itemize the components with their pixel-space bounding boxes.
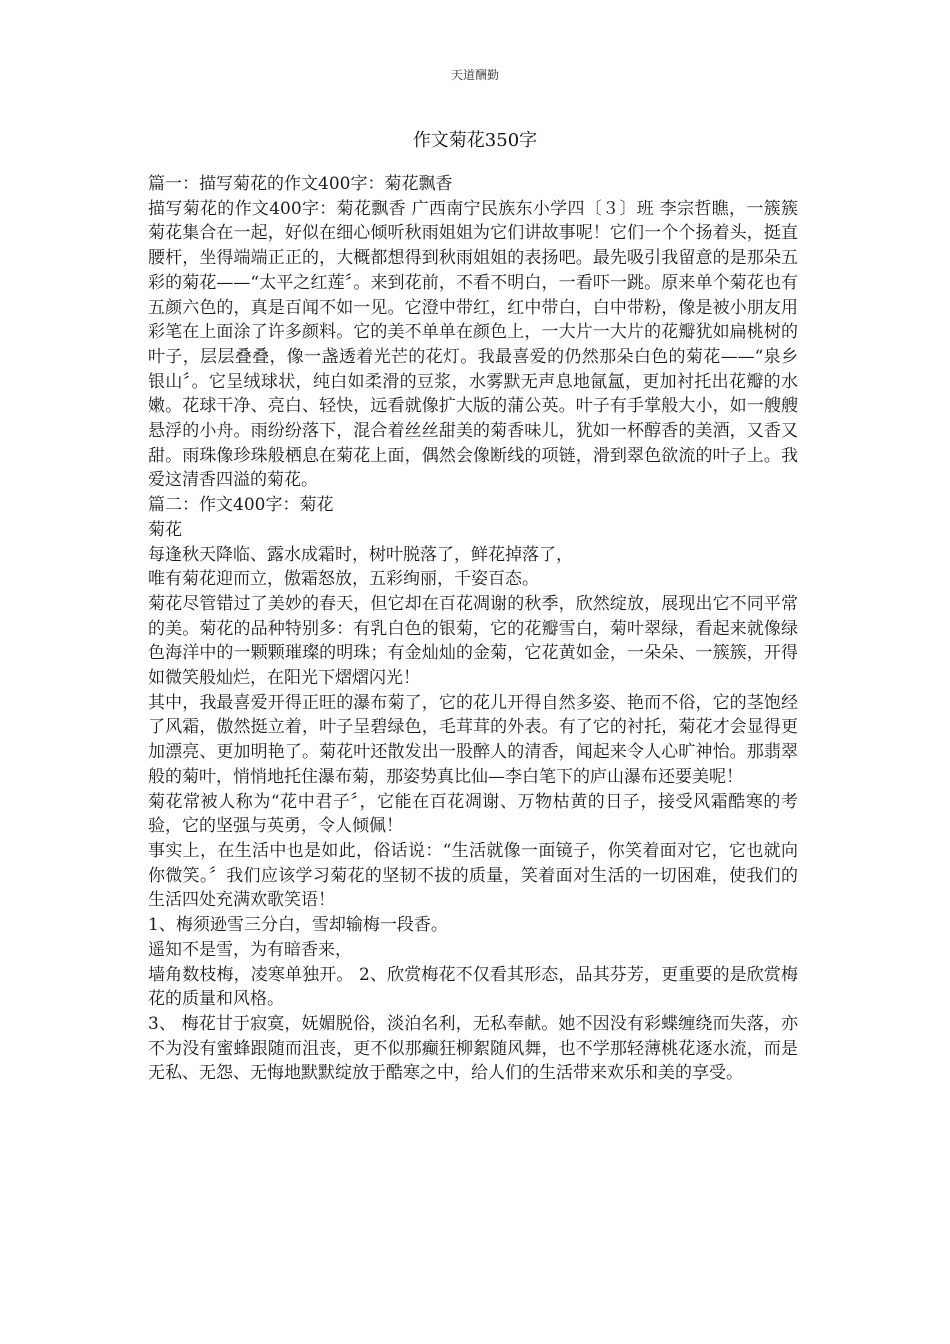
document-body xyxy=(148,172,798,1086)
paragraph: 菊花尽管错过了美妙的春天，但它却在百花凋谢的秋季，欣然绽放，展现出它不同平常的美。菊花的品种特别多：有乳白色的银菊，它的花瓣雪白，菊叶翠绿，看起来就像绿色海洋中的一颗颗璀璨的明珠；有金灿灿的金菊，它花黄如金，一朵朵、一簇簇，开得如微笑般灿烂，在阳光下熠熠闪光！ xyxy=(148,593,798,689)
paragraph: 每逢秋天降临、露水成霜时，树叶脱落了，鲜花掉落了， xyxy=(148,544,573,565)
paragraph: 墙角数枝梅，凌寒单独开。 2、欣赏梅花不仅看其形态，品其芬芳，更重要的是欣赏梅花的质量和风格。 xyxy=(148,964,798,1010)
section-heading-2: 篇二：作文400字：菊花 xyxy=(148,495,334,516)
paragraph: 描写菊花的作文400字：菊花飘香 广西南宁民族东小学四〔３〕班 李宗哲瞧，一簇簇菊花集合在一起，好似在细心倾听秋雨姐姐为它们讲故事呢！它们一个个扬着头，挺直腰杆，坐得端端正正的，大概都想得到秋雨姐姐的表扬吧。最先吸引我留意的是那朵五彩的菊花——“太平之红莲〞。来到花前，不看不明白，一看吓一跳。原来单个菊花也有五颜六色的，真是百闻不如一见。它澄中带红，红中带白，白中带粉，像是被小朋友用彩笔在上面涂了许多颜料。它的美不单单在颜色上，一大片一大片的花瓣犹如扁桃树的叶子，层层叠叠，像一盏透着光芒的花灯。我最喜爱的仍然那朵白色的菊花——“泉乡银山〞。它呈绒球状，纯白如柔滑的豆浆，水雾默无声息地氤氲，更加衬托出花瓣的水嫩。花球干净、亮白、轻快，远看就像扩大版的蒲公英。叶子有手掌般大小，如一艘艘悬浮的小舟。雨纷纷落下，混合着丝丝甜美的菊香味儿，犹如一杯醇香的美酒，又香又甜。雨珠像珍珠般栖息在菊花上面，偶然会像断线的项链，滑到翠色欲流的叶子上。我爱这清香四溢的菊花。 xyxy=(148,198,798,491)
paragraph: 事实上，在生活中也是如此，俗话说：“生活就像一面镜子，你笑着面对它，它也就向你微笑。〞我们应该学习菊花的坚韧不拔的质量，笑着面对生活的一切困难，使我们的生活四处充满欢歌笑语！ xyxy=(148,840,798,911)
paragraph: 菊花常被人称为“花中君子〞，它能在百花凋谢、万物枯黄的日子，接受风霜酷寒的考验，它的坚强与英勇，令人倾佩！ xyxy=(148,791,798,837)
paragraph: 1、梅须逊雪三分白，雪却输梅一段香。 xyxy=(148,915,448,936)
essay-title: 菊花 xyxy=(148,519,182,540)
section-heading-1: 篇一：描写菊花的作文400字：菊花飘香 xyxy=(148,174,453,194)
paragraph: 遥知不是雪，为有暗香来， xyxy=(148,939,352,960)
document-title: 作文菊花350字 xyxy=(412,130,538,151)
paragraph: 其中，我最喜爱开得正旺的瀑布菊了，它的花儿开得自然多姿、艳而不俗，它的茎饱经了风霜，傲然挺立着，叶子呈碧绿色，毛茸茸的外表。有了它的衬托，菊花才会显得更加漂亮、更加明艳了。菊花叶还散发出一股醉人的清香，闻起来令人心旷神怡。那翡翠般的菊叶，悄悄地托住瀑布菊，那姿势真比仙—李白笔下的庐山瀑布还要美呢！ xyxy=(148,692,798,787)
paragraph: 唯有菊花迎而立，傲霜怒放，五彩绚丽，千姿百态。 xyxy=(148,569,539,590)
paragraph: 3、 梅花甘于寂寞，妩媚脱俗，淡泊名利，无私奉献。她不因没有彩蝶缠绕而失落，亦不为没有蜜蜂跟随而沮丧，更不似那癫狂柳絮随风舞，也不学那轻薄桃花逐水流，而是无私、无怨、无悔地默默绽放于酷寒之中，给人们的生活带来欢乐和美的享受。 xyxy=(148,1013,798,1084)
page-header: 天道酬勤 xyxy=(450,68,499,82)
